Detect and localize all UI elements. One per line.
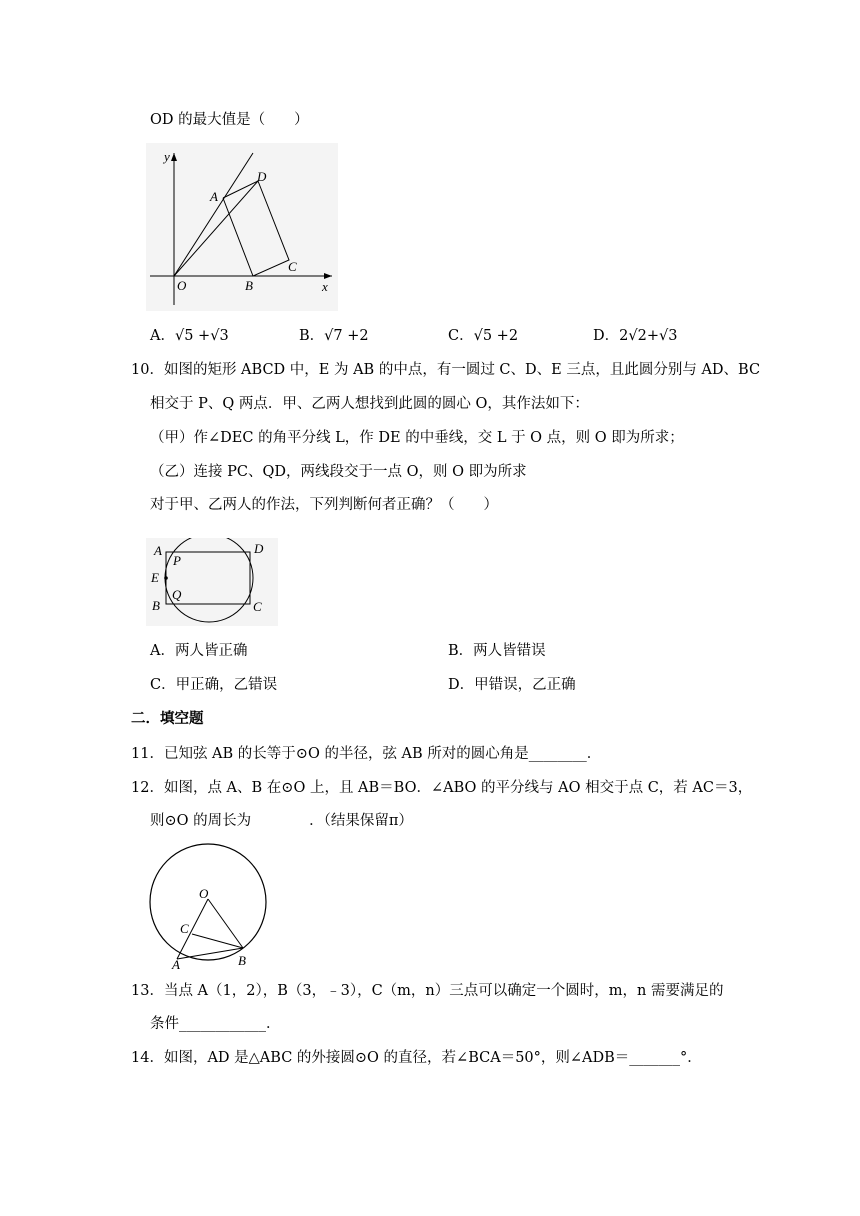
q10-option-b: B．两人皆错误 [448,643,546,659]
q10-option-c: C．甲正确，乙错误 [150,677,278,693]
q10-option-d: D．甲错误，乙正确 [448,677,576,693]
q12-line1: 12．如图，点 A、B 在⊙O 上，且 AB＝BO．∠ABO 的平分线与 AO 相交于点 C，若 AC＝3， [131,780,753,796]
q12-line2: 则⊙O 的周长为 ．（结果保留π） [150,813,413,829]
q10-label-E: E [151,570,159,585]
q10-label-P: P [173,553,181,568]
q9-label-O: O [177,278,187,293]
q12-label-C: C [180,921,189,936]
q9-figure [146,143,338,311]
q9-label-D: D [257,169,267,184]
q9-label-C: C [288,259,297,274]
section-heading-fill-in: 二．填空题 [131,710,204,727]
q10-line4: （乙）连接 PC、QD，两线段交于一点 O，则 O 即为所求 [150,464,527,480]
q9-label-y: y [164,149,170,164]
q10-option-a: A．两人皆正确 [150,643,248,659]
q12-label-A: A [172,957,180,971]
q9-option-a: A．√5 +√3 [150,328,229,344]
q10-label-B: B [152,598,160,613]
q10-figure [146,538,278,626]
q10-label-A: A [154,543,162,558]
q9-option-d: D．2√2+√3 [593,328,678,344]
q14-text: 14．如图，AD 是△ABC 的外接圆⊙O 的直径，若∠BCA＝50°，则∠ADB＝_______°． [131,1050,702,1066]
q12-label-B: B [238,953,246,968]
q13-line1: 13．当点 A（1，2），B（3，﹣3），C（m，n）三点可以确定一个圆时，m，n 需要满足的 [131,983,724,999]
q9-option-b: B．√7 +2 [299,328,369,344]
q12-circle [150,844,266,960]
q10-label-Q: Q [172,587,182,602]
q10-label-D: D [254,541,264,556]
q9-stem-tail: OD 的最大值是（ ） [150,112,309,128]
q9-option-c: C．√5 +2 [448,328,519,344]
q10-line1: 10．如图的矩形 ABCD 中，E 为 AB 的中点，有一圆过 C、D、E 三点，且此圆分别与 AD、BC [131,362,761,378]
q10-label-C: C [253,599,262,614]
q9-label-x: x [322,279,328,294]
q12-figure [146,841,270,971]
q9-label-B: B [245,278,253,293]
q12-label-O: O [199,886,209,901]
q10-line5: 对于甲、乙两人的作法，下列判断何者正确？（ ） [150,497,498,513]
q11-text: 11．已知弦 AB 的长等于⊙O 的半径，弦 AB 所对的圆心角是________． [131,746,602,762]
q10-line2: 相交于 P、Q 两点．甲、乙两人想找到此圆的圆心 O，其作法如下： [150,396,589,412]
q13-line2: 条件____________． [150,1016,281,1032]
q9-label-A: A [210,189,218,204]
q10-line3: （甲）作∠DEC 的角平分线 L，作 DE 的中垂线，交 L 于 O 点，则 O 即为所求； [150,430,684,446]
